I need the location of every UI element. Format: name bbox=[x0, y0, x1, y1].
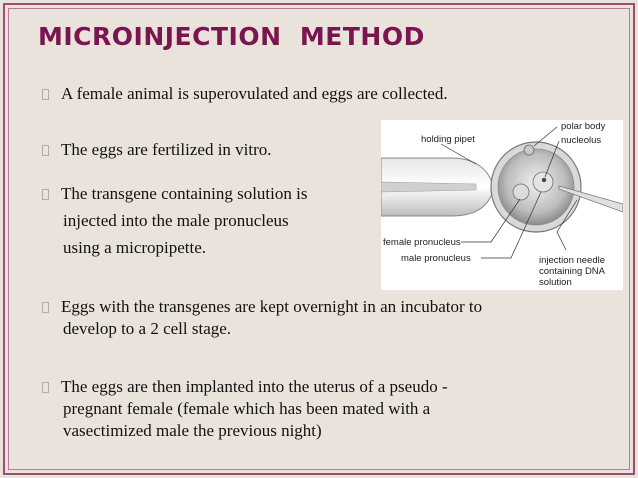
label-injection-needle-line3: solution bbox=[539, 277, 572, 288]
label-nucleolus: nucleolus bbox=[561, 135, 602, 146]
bullet-text: The eggs are fertilized in vitro. bbox=[61, 140, 272, 159]
bullet-marker-icon bbox=[42, 89, 49, 100]
bullet-text: Eggs with the transgenes are kept overnight in an incubator to bbox=[61, 297, 483, 316]
microinjection-diagram-svg bbox=[381, 120, 623, 290]
bullet-injection bbox=[42, 183, 307, 259]
nucleolus-shape bbox=[542, 178, 546, 182]
bullet-marker-icon bbox=[42, 145, 49, 156]
bullet-incubation bbox=[42, 296, 482, 340]
slide-title: MICROINJECTION METHOD bbox=[38, 22, 425, 51]
label-female-pronucleus: female pronucleus bbox=[383, 237, 461, 248]
bullet-text: The eggs are then implanted into the uterus of a pseudo - bbox=[61, 377, 448, 396]
holding-pipet-lumen bbox=[381, 182, 476, 192]
label-injection-needle: injection needle bbox=[539, 255, 606, 266]
bullet-text: A female animal is superovulated and eggs are collected. bbox=[61, 84, 448, 103]
bullet-marker-icon bbox=[42, 189, 49, 200]
bullet-text: injected into the male pronucleus bbox=[63, 211, 289, 230]
label-injection-needle-line2: containing DNA bbox=[539, 266, 606, 277]
label-male-pronucleus: male pronucleus bbox=[401, 253, 471, 264]
bullet-text: using a micropipette. bbox=[63, 238, 207, 257]
male-pronucleus-shape bbox=[533, 172, 553, 192]
bullet-superovulation bbox=[42, 83, 448, 105]
bullet-implantation bbox=[42, 376, 448, 442]
label-polar-body: polar body bbox=[561, 121, 606, 132]
polar-body-shape bbox=[524, 145, 534, 155]
microinjection-diagram bbox=[381, 120, 623, 290]
bullet-text: pregnant female (female which has been mated with a bbox=[63, 399, 431, 418]
bullet-text: develop to a 2 cell stage. bbox=[63, 319, 232, 338]
bullet-text: vasectimized male the previous night) bbox=[63, 421, 322, 440]
female-pronucleus-shape bbox=[513, 184, 529, 200]
bullet-text: The transgene containing solution is bbox=[61, 184, 308, 203]
label-holding-pipet: holding pipet bbox=[421, 134, 475, 145]
bullet-marker-icon bbox=[42, 302, 49, 313]
bullet-marker-icon bbox=[42, 382, 49, 393]
bullet-fertilization bbox=[42, 139, 272, 161]
